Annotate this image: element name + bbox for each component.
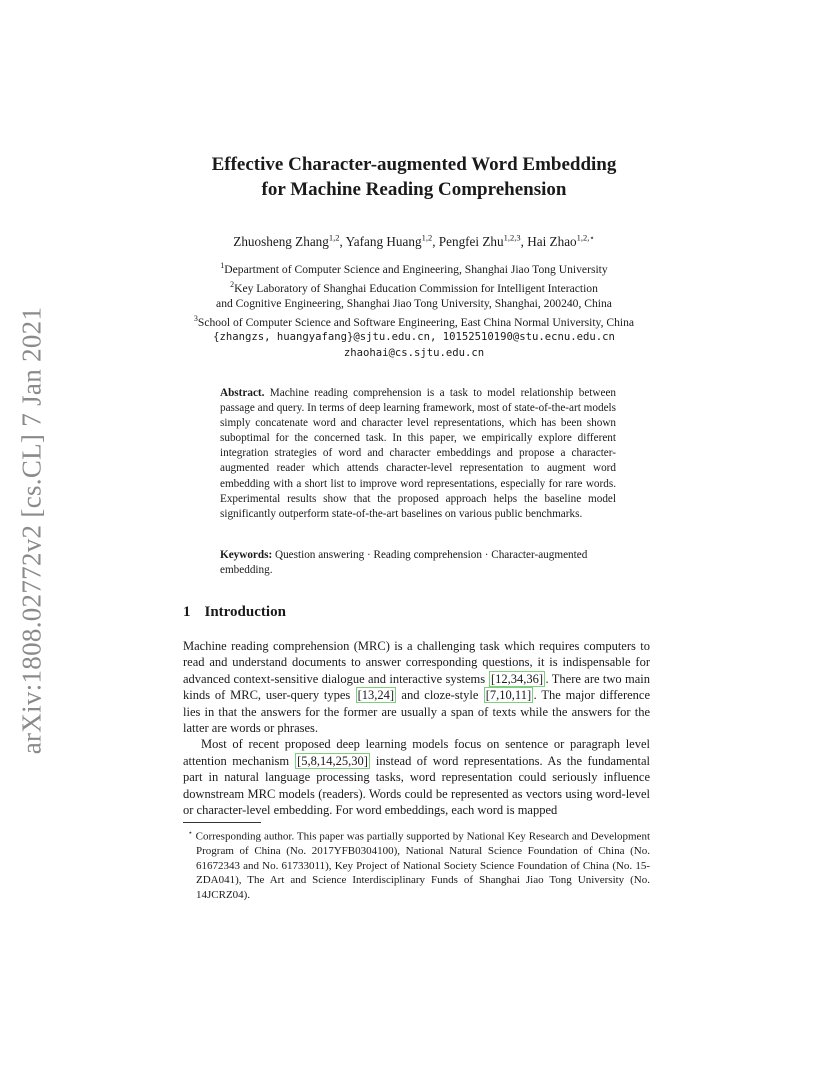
author-affil-sup: 1,2,3 <box>503 233 521 243</box>
footnote-body <box>183 826 650 903</box>
author-name: Yafang Huang <box>345 234 422 250</box>
citation-link[interactable]: [7,10,11] <box>485 688 532 703</box>
affiliation-2 <box>0 277 828 296</box>
affiliation-1 <box>0 258 828 277</box>
author-separator: , <box>432 234 439 250</box>
citation-link[interactable]: [13,24] <box>357 688 395 703</box>
keywords <box>220 548 616 578</box>
title-line-2: for Machine Reading Comprehension <box>261 179 567 200</box>
text-run: . There are two main kinds of MRC, user-query types <box>183 671 650 703</box>
affiliation-sup: 2 <box>230 280 235 290</box>
author-affil-sup: 1,2 <box>328 233 340 243</box>
affiliation-2-cont: and Cognitive Engineering, Shanghai Jiao Tong University, Shanghai, 200240, China <box>216 297 612 311</box>
footnote-rule <box>183 822 261 823</box>
footnote-mark: ⋆ <box>188 828 193 837</box>
intro-paragraph-2 <box>183 736 650 818</box>
affiliation-text: Key Laboratory of Shanghai Education Commission for Intelligent Interaction <box>234 281 598 295</box>
author-3 <box>439 234 527 249</box>
author-affil-sup: 1,2 <box>421 233 433 243</box>
intro-paragraph-1 <box>183 638 650 736</box>
affiliation-sup: 1 <box>220 261 225 270</box>
text-run: Most of recent proposed deep learning models focus on sentence or paragraph level attention mechanism <box>183 737 650 768</box>
keywords-text: Question answering · Reading comprehension · Character-augmented embedding. <box>220 549 588 577</box>
author-emails-1: {zhangzs, huangyafang}@sjtu.edu.cn, 10152510190@stu.ecnu.edu.cn <box>213 331 615 344</box>
affiliations <box>0 258 828 361</box>
abstract <box>220 386 616 522</box>
author-list <box>0 229 828 251</box>
section-title: Introduction <box>204 604 286 620</box>
footnote <box>183 826 650 903</box>
arxiv-identifier-text: arXiv:1808.02772v2 [cs.CL] 7 Jan 2021 <box>16 306 47 754</box>
author-affil-sup: 1,2,⋆ <box>576 233 595 243</box>
text-run: instead of word representations. As the fundamental part in natural language processing tasks, word representation could seriously influence downstream MRC models (readers). Words could be represented as vectors using word-level or character-level embedding. For word embeddings, each word is mapped <box>183 753 651 818</box>
author-name: Pengfei Zhu <box>438 234 504 250</box>
author-separator: , <box>339 234 346 250</box>
author-4 <box>527 234 595 249</box>
abstract-text: Machine reading comprehension is a task to model relationship between passage and query. In terms of deep learning framework, most of state-of-the-art models simply concatenate word and character level representations, which has been shown suboptimal for the concerned task. In this paper, we empirically explore different integration strategies of word and character embeddings and propose a character-augmented reader which attends character-level representation to augment word embedding with a short list to improve word representations, especially for rare words. Experimental results show that the proposed approach helps the baseline model significantly outperform state-of-the-art baselines on various public benchmarks. <box>220 387 617 520</box>
abstract-label: Abstract. <box>220 387 265 399</box>
author-emails-2: zhaohai@cs.sjtu.edu.cn <box>343 346 485 359</box>
affiliation-3 <box>0 311 828 330</box>
paper-title <box>0 152 828 202</box>
citation-link[interactable]: [5,8,14,25,30] <box>297 753 368 768</box>
author-1 <box>233 234 345 249</box>
arxiv-identifier-stamp <box>12 300 52 760</box>
introduction-body <box>183 638 650 818</box>
footnote-text: Corresponding author. This paper was partially supported by National Key Research and Development Program of China (No. 2017YFB0304100), National Natural Science Foundation of China (No. 61672343 and No. 61733011), Key Project of National Society Science Foundation of China (No. 15-ZDA041), The Art and Science Interdisciplinary Funds of Shanghai Jiao Tong University (No. 14JCRZ04). <box>195 830 650 902</box>
title-line-1: Effective Character-augmented Word Embedding <box>211 154 617 175</box>
section-number: 1 <box>183 604 191 620</box>
keywords-label: Keywords: <box>220 549 273 561</box>
author-2 <box>346 234 439 249</box>
text-run: . The major difference lies in that the answers for the former are usually a span of texts while the answers for the latter are words or phrases. <box>183 688 651 736</box>
author-separator: , <box>520 234 528 250</box>
affiliation-sup: 3 <box>193 314 198 324</box>
author-name: Hai Zhao <box>527 234 577 250</box>
affiliation-text: School of Computer Science and Software Engineering, East China Normal University, China <box>197 316 635 330</box>
text-run: Machine reading comprehension (MRC) is a challenging task which requires computers to read and understand documents to answer corresponding questions, it is indispensable for advanced context-sensitive dialogue and interactive systems <box>183 639 650 686</box>
text-run: and cloze-style <box>396 688 484 703</box>
affiliation-text: Department of Computer Science and Engineering, Shanghai Jiao Tong University <box>224 262 608 276</box>
citation-link[interactable]: [12,34,36] <box>490 671 544 686</box>
section-heading-introduction <box>183 604 286 621</box>
author-name: Zhuosheng Zhang <box>233 234 329 250</box>
